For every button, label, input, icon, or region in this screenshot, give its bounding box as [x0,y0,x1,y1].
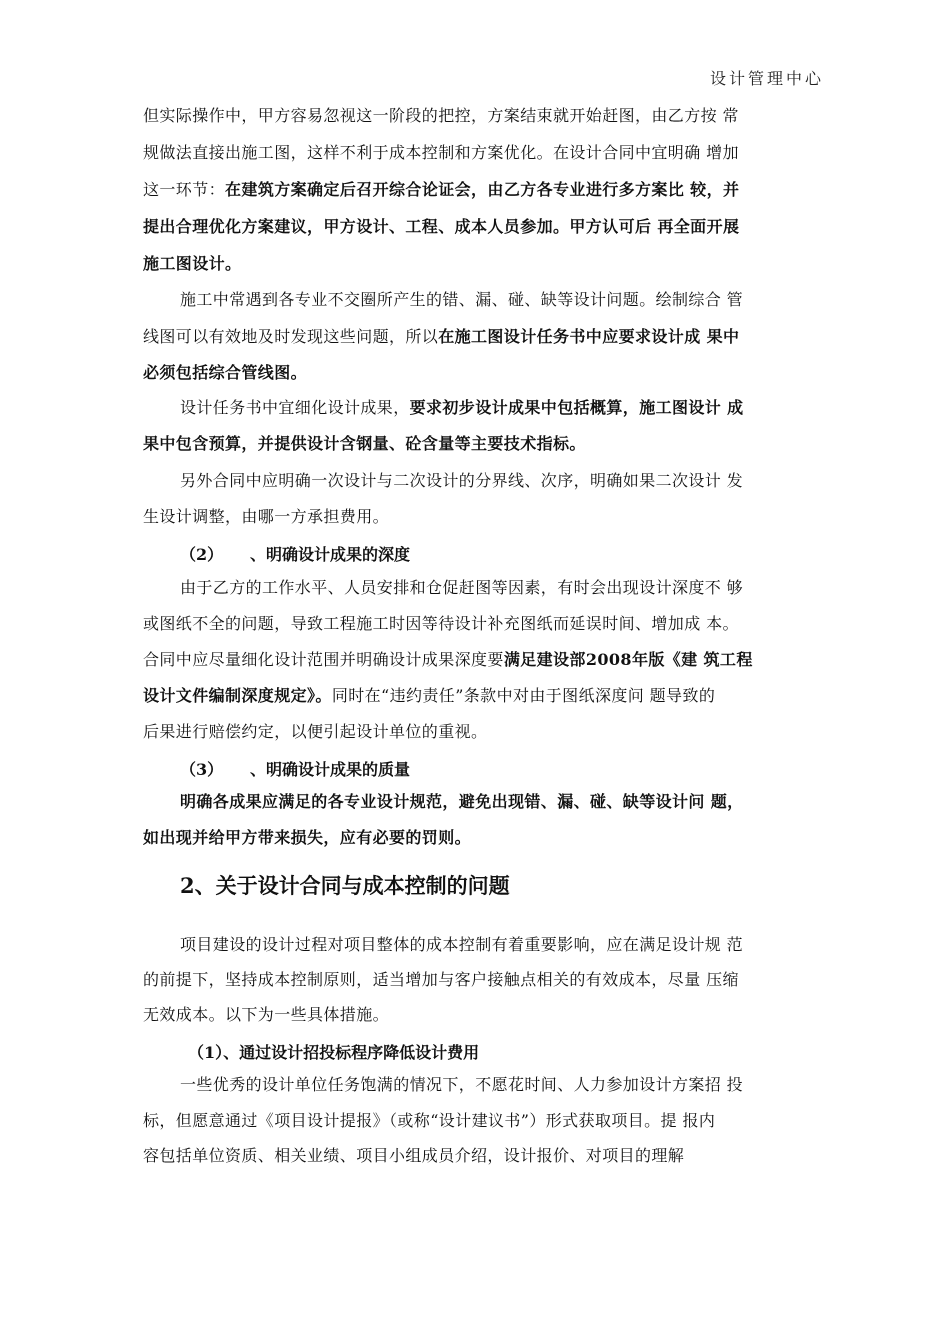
bold-text: 在施工图设计任务书中应要求设计成 果中 [438,327,740,346]
paragraph-line: 标，但愿意通过《项目设计提报》（或称“设计建议书”）形式获取项目。提 报内 [143,1111,716,1130]
page-header: 设计管理中心 [709,69,824,88]
paragraph-line: 后果进行赔偿约定，以便引起设计单位的重视。 [143,722,488,741]
subheading-number: （2） [180,545,224,564]
text-span: 合同中应尽量细化设计范围并明确设计成果深度要 [143,650,504,669]
section-heading: 2、关于设计合同与成本控制的问题 [180,873,510,898]
paragraph-line [143,828,823,848]
bold-text: 要求初步设计成果中包括概算，施工图设计 成 [409,398,744,417]
paragraph-line: 一些优秀的设计单位任务饱满的情况下，不愿花时间、人力参加设计方案招 投 [180,1075,744,1094]
paragraph-line: 但实际操作中，甲方容易忽视这一阶段的把控，方案结束就开始赶图，由乙方按 常 [143,106,739,125]
bold-text: 设计文件编制深度规定》。 [143,686,332,705]
bold-text: 必须包括综合管线图。 [143,363,308,382]
paragraph-line: 容包括单位资质、相关业绩、项目小组成员介绍，设计报价、对项目的理解 [143,1146,685,1165]
paragraph-line [143,363,823,383]
subheading-title: 、明确设计成果的深度 [250,545,411,564]
paragraph-line: 施工中常遇到各专业不交圈所产生的错、漏、碰、缺等设计问题。绘制综合 管 [180,290,744,309]
paragraph-line [143,217,823,237]
subheading-number: （3） [180,760,224,779]
paragraph-line [143,180,823,200]
paragraph-line: 规做法直接出施工图，这样不利于成本控制和方案优化。在设计合同中宜明确 增加 [143,143,739,162]
bold-text: 满足建设部2008年版《建 筑工程 [503,650,753,669]
text-span: 线图可以有效地及时发现这些问题，所以 [143,327,439,346]
subheading [180,542,410,565]
paragraph-line: 由于乙方的工作水平、人员安排和仓促赶图等因素，有时会出现设计深度不 够 [180,578,744,597]
bold-text: 明确各成果应满足的各专业设计规范，避免出现错、漏、碰、缺等设计问 题， [180,792,744,811]
paragraph-line: 生设计调整，由哪一方承担费用。 [143,507,390,526]
subheading [180,757,410,780]
paragraph-line: 无效成本。以下为一些具体措施。 [143,1005,390,1024]
paragraph-line: 的前提下，坚持成本控制原则，适当增加与客户接触点相关的有效成本，尽量 压缩 [143,970,739,989]
paragraph-line: 或图纸不全的问题，导致工程施工时因等待设计补充图纸而延误时间、增加成 本。 [143,614,739,633]
bold-text: 如出现并给甲方带来损失，应有必要的罚则。 [143,828,472,847]
bold-text: 施工图设计。 [143,254,242,273]
bold-text: 果中包含预算，并提供设计含钢量、砼含量等主要技术指标。 [143,434,586,453]
paragraph-line [180,398,820,418]
subheading: （1）、通过设计招投标程序降低设计费用 [188,1043,480,1062]
paragraph-line [180,792,820,812]
text-span: 设计任务书中宜细化设计成果， [180,398,410,417]
paragraph-line: 另外合同中应明确一次设计与二次设计的分界线、次序，明确如果二次设计 发 [180,471,744,490]
bold-text: 提出合理优化方案建议，甲方设计、工程、成本人员参加。甲方认可后 再全面开展 [143,217,740,236]
paragraph-line [143,434,823,454]
text-span: 同时在“违约责任”条款中对由于图纸深度问 题导致的 [331,686,716,705]
paragraph-line [143,254,823,274]
subheading-title: 、明确设计成果的质量 [250,760,411,779]
paragraph-line [143,327,823,347]
text-span: 这一环节： [143,180,226,199]
paragraph-line [143,650,823,670]
paragraph-line: 项目建设的设计过程对项目整体的成本控制有着重要影响，应在满足设计规 范 [180,935,744,954]
paragraph-line [143,686,823,706]
bold-text: 在建筑方案确定后召开综合论证会，由乙方各专业进行多方案比 较，并 [225,180,740,199]
